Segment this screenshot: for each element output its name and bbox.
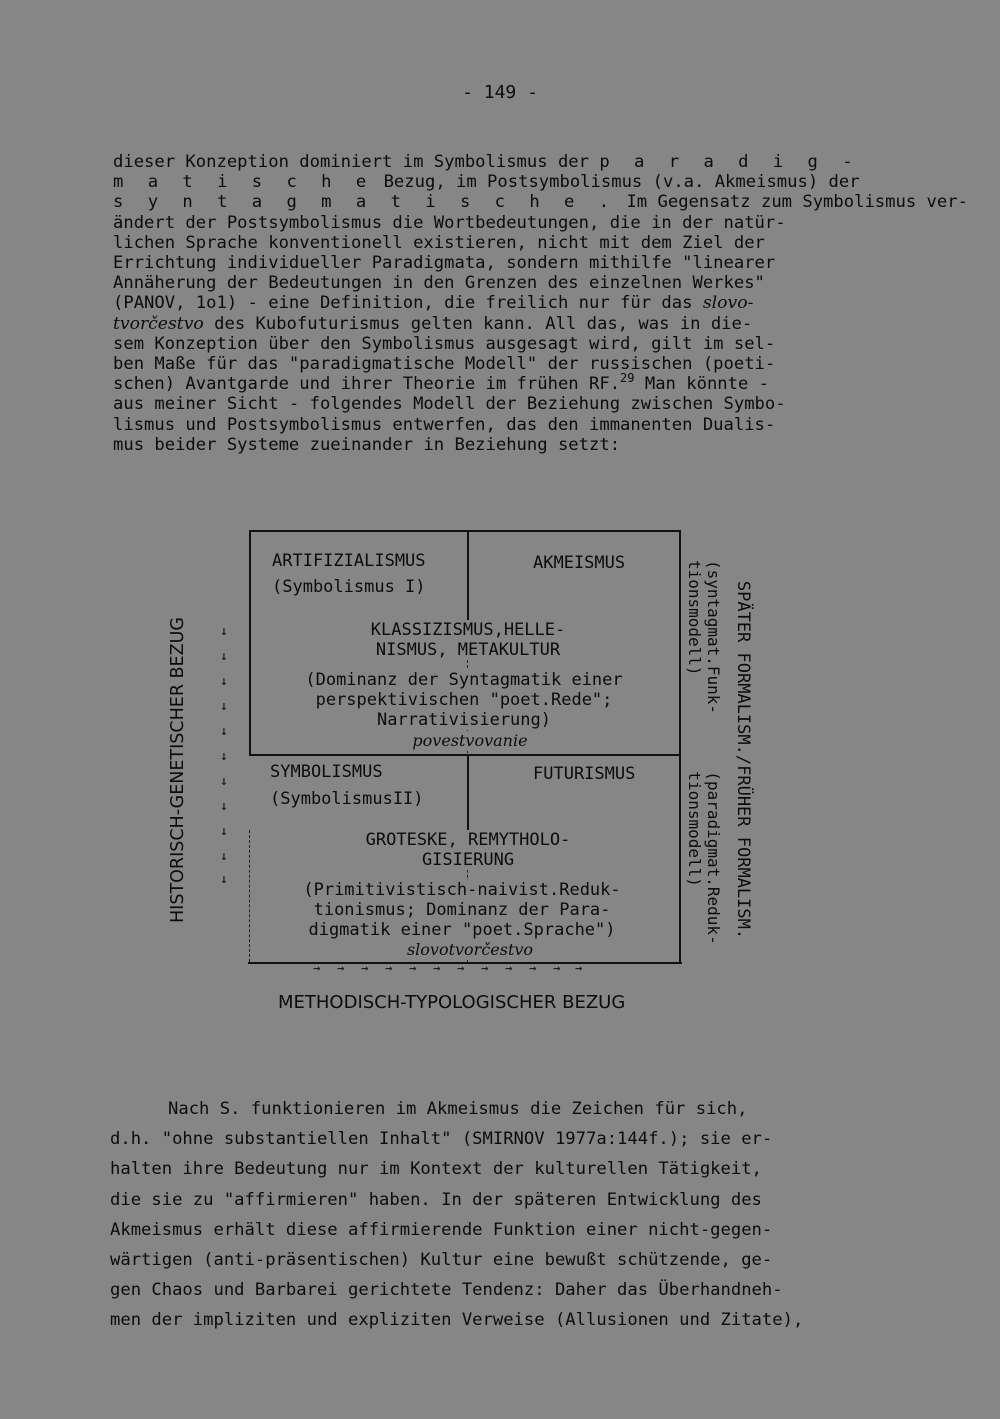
diagram-left-border <box>249 530 251 756</box>
right-arrow-icon: → <box>313 961 321 975</box>
diagram-right-border <box>679 530 681 964</box>
right-arrow-icon: → <box>409 961 417 975</box>
page-number: - 149 - <box>462 82 538 103</box>
footnote-ref: 29 <box>620 371 635 386</box>
text-line: Nach S. funktionieren im Akmeismus die Zeichen für sich, <box>168 1099 748 1119</box>
artifizialismus-label: ARTIFIZIALISMUS <box>272 551 426 571</box>
text-line: Akmeismus erhält diese affirmierende Funktion einer nicht-gegen- <box>110 1219 773 1240</box>
right-arrow-icon: → <box>575 961 583 975</box>
futurismus-label: FUTURISMUS <box>533 764 636 784</box>
text-line: men der impliziten und expliziten Verweise (Allusionen und Zitate), <box>110 1310 804 1331</box>
diagram-top-center-divider <box>467 531 469 621</box>
text-line: dieser Konzeption dominiert im Symbolismus der p a r a d i g - <box>113 152 860 172</box>
text-line: Errichtung individueller Paradigmata, sondern mithilfe "linearer <box>113 253 776 274</box>
right-arrow-icon: → <box>385 961 393 975</box>
down-arrow-icon: ↓ <box>220 799 228 814</box>
right-arrow-icon: → <box>505 961 513 975</box>
formalism-label: SPÄTER FORMALISM./FRÜHER FORMALISM. <box>733 580 753 940</box>
paradigmat-reduktionsmodell-label: (paradigmat.Reduk- tionsmodell) <box>685 771 723 945</box>
syntagmatik-description: (Dominanz der Syntagmatik einer perspektivischen "poet.Rede"; Narrativisierung) <box>258 670 670 730</box>
text-line: sem Konzeption über den Symbolismus ausgesagt wird, gilt im sel- <box>113 333 776 354</box>
down-arrow-icon: ↓ <box>220 724 228 739</box>
text-line: Annäherung der Bedeutungen in den Grenzen des einzelnen Werkes" <box>113 273 765 294</box>
syntagmat-funktionsmodell-label: (syntagmat.Funk- tionsmodell) <box>685 559 723 715</box>
right-arrow-icon: → <box>433 961 441 975</box>
text-line: (PANOV, 1o1) - eine Definition, die freilich nur für das slovo- <box>113 293 754 314</box>
down-arrow-icon: ↓ <box>220 749 228 764</box>
text-line: mus beider Systeme zueinander in Beziehung setzt: <box>113 434 621 455</box>
text-line: schen) Avantgarde und ihrer Theorie im frühen RF.$^{29}$ Man könnte - <box>113 371 770 395</box>
text-line: m a t i s c h e Bezug, im Postsymbolismus (v.a. Akmeismus) der <box>113 172 860 193</box>
diagram-middle-divider <box>250 754 680 756</box>
text-line: gen Chaos und Barbarei gerichtete Tendenz: Daher das Überhandneh- <box>110 1280 783 1301</box>
diagram-bottom-center-divider <box>467 756 469 832</box>
down-arrow-icon: ↓ <box>220 674 228 689</box>
paragraph-1 <box>113 152 968 455</box>
text-line: halten ihre Bedeutung nur im Kontext der kulturellen Tätigkeit, <box>110 1159 762 1180</box>
right-arrow-icon: → <box>337 961 345 975</box>
historisch-genetischer-bezug-label: HISTORISCH-GENETISCHER BEZUG <box>168 617 188 923</box>
text-line: d.h. "ohne substantiellen Inhalt" (SMIRNOV 1977a:144f.); sie er- <box>110 1129 773 1150</box>
down-arrow-icon: ↓ <box>220 699 228 714</box>
symbolismus-label: SYMBOLISMUS <box>270 762 383 782</box>
slovotvorcestvo-term: slovotvorčestvo <box>384 940 556 960</box>
right-arrow-icon: → <box>529 961 537 975</box>
text-line: tvorčestvo des Kubofuturismus gelten kann. All das, was in die- <box>113 313 753 334</box>
povestvovanie-term: povestvovanie <box>390 731 550 751</box>
klassizismus-block: KLASSIZISMUS,HELLE- NISMUS, METAKULTUR <box>340 620 596 660</box>
paragraph-2 <box>110 1094 910 1336</box>
text-line: die sie zu "affirmieren" haben. In der späteren Entwicklung des <box>110 1189 762 1210</box>
diagram-top-border <box>250 530 680 532</box>
right-arrow-icon: → <box>553 961 561 975</box>
symbolismus-ii-label: (SymbolismusII) <box>270 789 424 809</box>
akmeismus-label: AKMEISMUS <box>533 553 626 573</box>
text-line: ben Maße für das "paradigmatische Modell" der russischen (poeti- <box>113 354 776 375</box>
groteske-block: GROTESKE, REMYTHOLO- GISIERUNG <box>340 830 596 870</box>
text-line: lismus und Postsymbolismus entwerfen, das den immanenten Dualis- <box>113 414 776 435</box>
right-arrow-icon: → <box>457 961 465 975</box>
symbolismus-i-label: (Symbolismus I) <box>272 577 426 597</box>
right-arrow-icon: → <box>361 961 369 975</box>
diagram-bottom-left-dashed <box>249 830 250 962</box>
text-line: wärtigen (anti-präsentischen) Kultur eine bewußt schützende, ge- <box>110 1250 773 1271</box>
down-arrow-icon: ↓ <box>220 624 228 639</box>
down-arrow-icon: ↓ <box>220 849 228 864</box>
text-line: ändert der Postsymbolismus die Wortbedeutungen, die in der natür- <box>113 212 786 233</box>
paradigmatik-description: (Primitivistisch-naivist.Reduk- tionismus; Dominanz der Para- digmatik einer "poet.Sprache") <box>262 880 662 940</box>
down-arrow-icon: ↓ <box>220 872 228 887</box>
text-line: lichen Sprache konventionell existieren, nicht mit dem Ziel der <box>113 232 765 253</box>
right-arrow-icon: → <box>481 961 489 975</box>
text-line: aus meiner Sicht - folgendes Modell der Beziehung zwischen Symbo- <box>113 394 786 415</box>
down-arrow-icon: ↓ <box>220 649 228 664</box>
down-arrow-icon: ↓ <box>220 824 228 839</box>
methodisch-typologischer-bezug-label: METHODISCH-TYPOLOGISCHER BEZUG <box>278 992 626 1013</box>
down-arrow-icon: ↓ <box>220 774 228 789</box>
text-line: s y n t a g m a t i s c h e . Im Gegensatz zum Symbolismus ver- <box>113 192 968 213</box>
